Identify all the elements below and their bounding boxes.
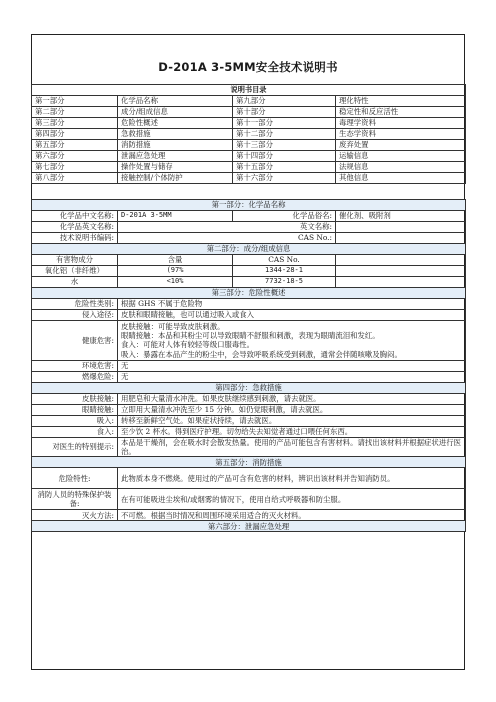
toc-row [32, 173, 466, 184]
toc-cell: 第八部分 [32, 173, 118, 184]
comp-header-content: 含量 [118, 255, 233, 266]
toc-row [32, 118, 466, 129]
toc-cell: 第六部分 [32, 151, 118, 162]
toc-cell: 第七部分 [32, 162, 118, 173]
comp-header-cas: CAS No. [233, 255, 336, 266]
en-name-value [336, 222, 466, 233]
toc-cell: 第十一部分 [233, 118, 336, 129]
cas-value [336, 233, 466, 244]
part5-title: 第五部分：消防措施 [32, 457, 466, 468]
eye-label: 眼睛接触: [32, 404, 118, 415]
toc-cell: 第十部分 [233, 107, 336, 118]
toc-row [32, 129, 466, 140]
toc-cell: 第四部分 [32, 129, 118, 140]
comp-content: <10% [118, 277, 233, 288]
doctor-label: 对医生的特别提示: [32, 437, 118, 456]
toc-cell: 急救措施 [118, 129, 233, 140]
toc-cell: 第十四部分 [233, 151, 336, 162]
toc-table [31, 84, 466, 184]
cn-name-value: D-201A 3-5MM [118, 211, 233, 222]
toc-cell: 法规信息 [336, 162, 466, 173]
health-value [118, 321, 466, 361]
toc-cell: 第二部分 [32, 107, 118, 118]
toc-cell: 第十三部分 [233, 140, 336, 151]
part3-title: 第三部分：危险性概述 [32, 288, 466, 299]
cas-label: CAS No.: [118, 233, 336, 244]
toc-cell: 稳定性和反应活性 [336, 107, 466, 118]
toc-header: 说明书目录 [32, 85, 466, 96]
fire-hazard-label: 危险特性: [32, 468, 118, 489]
toc-row [32, 151, 466, 162]
doctor-value: 本品是干燥剂，会在吸水时会散发热量。使用的产品可能包含有害材料。请找出该材料并根据症状进行医治。 [118, 437, 466, 456]
toc-cell: 第九部分 [233, 96, 336, 107]
document-frame [31, 34, 465, 670]
toc-cell: 泄漏应急处理 [118, 151, 233, 162]
code-label: 技术说明书编码: [32, 233, 118, 244]
toc-cell: 危险性概述 [118, 118, 233, 129]
firefighter-equip-label: 消防人员的特殊保护装备: [32, 489, 118, 510]
comp-content: (97% [118, 266, 233, 277]
inhale-value: 转移至新鲜空气处。如果症状持续，请去就医。 [118, 415, 466, 426]
comp-name: 水 [32, 277, 118, 288]
part4-title: 第四部分：急救措施 [32, 382, 466, 393]
eye-value: 立即用大量清水冲洗至少 15 分钟。如仍觉眼刺激，请去就医。 [118, 404, 466, 415]
toc-cell: 第三部分 [32, 118, 118, 129]
common-name-value: 催化剂、吸附剂 [336, 211, 466, 222]
part1-title: 第一部分：化学品名称 [32, 200, 466, 211]
env-value: 无 [118, 360, 466, 371]
skin-label: 皮肤接触: [32, 393, 118, 404]
toc-cell: 消防措施 [118, 140, 233, 151]
hazard-category-value: 根据 GHS 不属于危险物 [118, 299, 466, 310]
document-title: D-201A 3-5MM安全技术说明书 [158, 60, 338, 74]
cn-name-label: 化学品中文名称: [32, 211, 118, 222]
fire-hazard-value: 此物质本身不燃烧。使用过的产品可含有危害的材料，辨识出该材料并告知消防员。 [118, 468, 466, 489]
comp-header-name: 有害物成分 [32, 255, 118, 266]
ingest-label: 食入: [32, 426, 118, 437]
toc-row [32, 107, 466, 118]
skin-value: 用肥皂和大量清水冲洗。如果皮肤继续感到刺激，请去就医。 [118, 393, 466, 404]
health-line-eye: 眼睛接触：本品和其粉尘可以导致眼睛不舒服和刺激，表现为眼睛流泪和发红。 [121, 331, 380, 341]
toc-cell: 其他信息 [336, 173, 466, 184]
extinguish-value: 不可燃。根据当时情况和周围环境采用适合的灭火材料。 [118, 510, 466, 521]
health-line-ingest: 食入：可能对人体有较轻等级口服毒性。 [121, 340, 255, 350]
toc-cell: 第一部分 [32, 96, 118, 107]
toc-cell: 成分/组成信息 [118, 107, 233, 118]
toc-cell: 生态学资料 [336, 129, 466, 140]
part2-title: 第二部分：成分/组成信息 [32, 244, 466, 255]
hazard-category-label: 危险性类别: [32, 299, 118, 310]
toc-cell: 毒理学资料 [336, 118, 466, 129]
comp-name: 氧化铝（非纤维） [32, 266, 118, 277]
comp-cas: 7732-18-5 [233, 277, 336, 288]
common-name-label: 化学品俗名: [233, 211, 336, 222]
route-label: 侵入途径: [32, 310, 118, 321]
toc-cell: 第十六部分 [233, 173, 336, 184]
inhale-label: 吸入: [32, 415, 118, 426]
ingest-value: 至少饮 2 杯水。得到医疗护理。切勿给失去知觉者通过口喂任何东西。 [118, 426, 466, 437]
explosion-label: 燃爆危险: [32, 371, 118, 382]
toc-cell: 化学品名称 [118, 96, 233, 107]
health-line-skin: 皮肤接触：可能导致皮肤刺激。 [121, 322, 225, 331]
comp-cas: 1344-28-1 [233, 266, 336, 277]
toc-row [32, 140, 466, 151]
toc-cell: 接触控制/个体防护 [118, 173, 233, 184]
explosion-value: 无 [118, 371, 466, 382]
toc-row [32, 162, 466, 173]
route-value: 皮肤和眼睛接触，也可以通过吸入或食入 [118, 310, 466, 321]
toc-cell: 第十二部分 [233, 129, 336, 140]
sds-body-table [31, 199, 466, 532]
toc-cell: 第五部分 [32, 140, 118, 151]
table-row [32, 266, 466, 277]
toc-cell: 操作处置与储存 [118, 162, 233, 173]
toc-cell: 第十五部分 [233, 162, 336, 173]
en-name-label: 化学品英文名称: [32, 222, 118, 233]
extinguish-label: 灭火方法: [32, 510, 118, 521]
toc-row [32, 96, 466, 107]
toc-cell: 运输信息 [336, 151, 466, 162]
part6-title: 第六部分：泄漏应急处理 [32, 521, 466, 532]
en-name-label-2: 英文名称: [118, 222, 336, 233]
firefighter-equip-value: 在有可能吸进尘埃和/或烟雾的情况下，使用自给式呼吸器和防尘服。 [118, 489, 466, 510]
toc-cell: 理化特性 [336, 96, 466, 107]
env-label: 环境危害: [32, 360, 118, 371]
toc-cell: 废弃处置 [336, 140, 466, 151]
health-label: 健康危害: [32, 321, 118, 361]
health-line-inhale: 吸入：暴露在本品产生的粉尘中，会导致呼吸系统受到刺激，通常会伴随咳嗽及胸闷。 [121, 349, 402, 359]
table-row [32, 277, 466, 288]
